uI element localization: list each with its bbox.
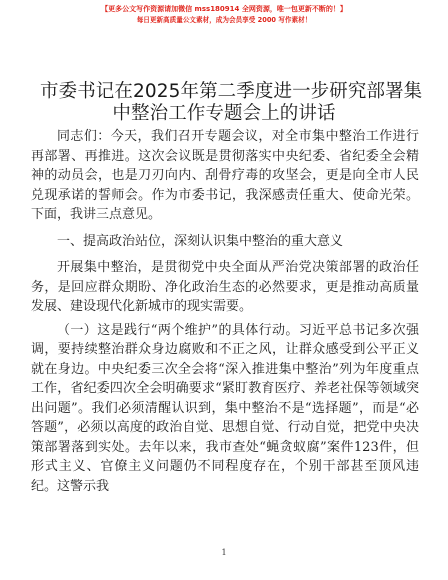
subsection-1-paragraph: （一）这是践行“两个维护”的具体行动。习近平总书记多次强调，要持续整治群众身边腐败和不正之风，让群众感受到公平正义就在身边。中央纪委三次全会将“深入推进集中整治”列为年度重点工作，省纪委四次全会明确要求“紧盯教育医疗、养老社保等领域突出问题”。我们必须清醒认识到，集中整治不是“选择题”，而是“必答题”，必须以高度的政治自觉、思想自觉、行动自觉，把党中央决策部署落到实处。去年以来，我市查处“蝇贪蚁腐”案件123件，但形式主义、官僚主义问题仍不同程度存在，个别干部甚至顶风违纪。这警示我 xyxy=(31,322,419,494)
page-number: 1 xyxy=(221,548,227,557)
banner-line-2: 每日更新高质量公文素材，成为会员享受 2000 写作素材！ xyxy=(136,16,312,24)
opening-paragraph: 同志们：今天，我们召开专题会议，对全市集中整治工作进行再部署、再推进。这次会议既是贯彻落实中央纪委、省纪委全会精神的动员会，也是刀刃向内、刮骨疗毒的攻坚会，更是向全市人民兑现承诺的誓师会。作为市委书记，我深感责任重大、使命光荣。下面，我讲三点意见。 xyxy=(31,129,419,222)
section-heading-1: 一、提高政治站位，深刻认识集中整治的重大意义 xyxy=(57,233,344,249)
header-banner xyxy=(0,4,448,26)
document-body xyxy=(31,127,419,496)
title-line-2: 中整治工作专题会上的讲话 xyxy=(112,103,336,124)
document-title xyxy=(40,81,423,125)
section-1-paragraph: 开展集中整治，是贯彻党中央全面从严治党决策部署的政治任务，是回应群众期盼、净化政治生态的必然要求，更是推动高质量发展、建设现代化新城市的现实需要。 xyxy=(31,260,419,314)
banner-line-1: 【更多公文写作资源请加微信 mss180914 全网资源，唯一包更新不断的！】 xyxy=(101,5,347,13)
title-line-1: 市委书记在2025年第二季度进一步研究部署集 xyxy=(40,81,423,102)
